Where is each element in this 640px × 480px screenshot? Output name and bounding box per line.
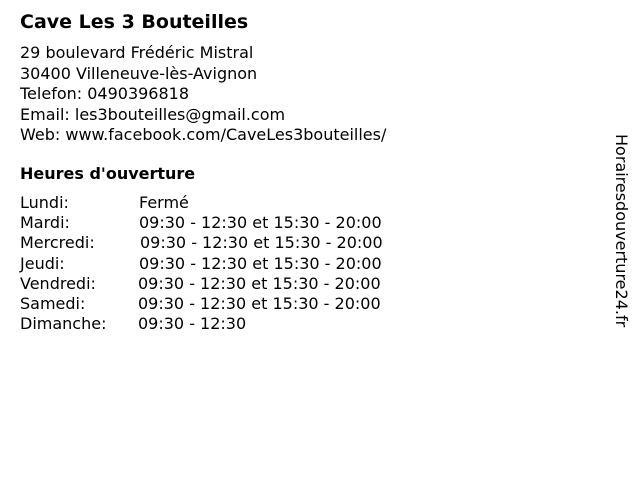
hours-time: 09:30 - 12:30 et 15:30 - 20:00 (138, 293, 381, 313)
hours-time: Fermé (139, 193, 189, 212)
hours-time: 09:30 - 12:30 (138, 314, 247, 334)
hours-time: 09:30 - 12:30 et 15:30 - 20:00 (138, 273, 381, 293)
hours-heading: Heures d'ouverture (20, 164, 196, 183)
hours-time: 09:30 - 12:30 et 15:30 - 20:00 (139, 253, 382, 273)
shop-city: 30400 Villeneuve-lès-Avignon (20, 63, 258, 83)
hours-time: 09:30 - 12:30 et 15:30 - 20:00 (139, 213, 382, 233)
side-brand-watermark: Horairesdouverture24.fr (612, 134, 631, 328)
shop-street: 29 boulevard Frédéric Mistral (20, 43, 254, 62)
hours-day: Mercredi: (20, 233, 95, 253)
shop-contact-block (20, 43, 386, 146)
shop-website: Web: www.facebook.com/CaveLes3bouteilles/ (20, 125, 387, 144)
hours-day: Mardi: (20, 213, 70, 233)
hours-day: Lundi: (20, 193, 69, 212)
shop-phone: Telefon: 0490396818 (20, 84, 190, 103)
shop-name: Cave Les 3 Bouteilles (20, 11, 249, 33)
hours-day: Jeudi: (20, 253, 65, 273)
hours-day: Vendredi: (20, 273, 96, 293)
hours-day: Samedi: (20, 293, 86, 313)
hours-day: Dimanche: (20, 314, 107, 334)
shop-email: Email: les3bouteilles@gmail.com (20, 104, 286, 124)
hours-time: 09:30 - 12:30 et 15:30 - 20:00 (140, 233, 383, 253)
